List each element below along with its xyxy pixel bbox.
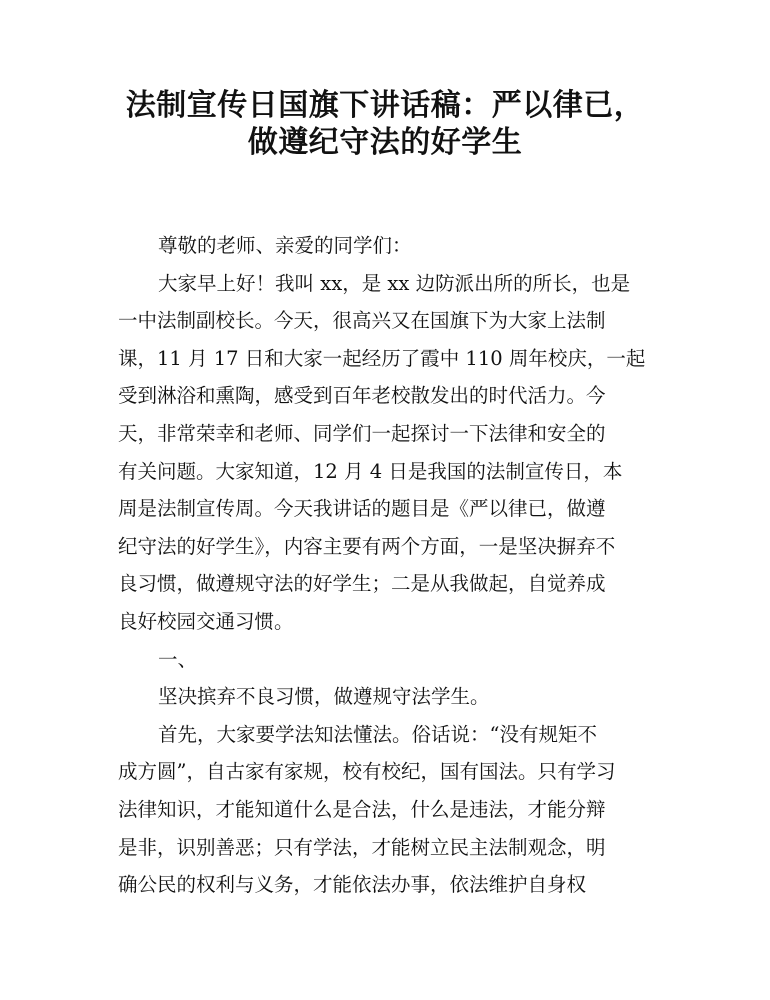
document-body [118,227,658,904]
body-line: 成方圆”，自古家有家规，校有校纪，国有国法。只有学习 [118,760,616,784]
body-line: 纪守法的好学生》，内容主要有两个方面，一是坚决摒弃不 [118,534,616,558]
body-line: 良习惯，做遵规守法的好学生；二是从我做起，自觉养成 [118,572,606,596]
body-line: 天，非常荣幸和老师、同学们一起探讨一下法律和安全的 [118,421,606,445]
body-line: 法律知识，才能知道什么是合法，什么是违法，才能分辩 [118,797,606,821]
body-line: 大家早上好！我叫 xx，是 xx 边防派出所的所长，也是 [158,271,631,295]
body-line: 首先，大家要学法知法懂法。俗话说：“没有规矩不 [158,722,597,746]
section-number: 一、 [158,647,198,671]
body-line: 一中法制副校长。今天，很高兴又在国旗下为大家上法制 [118,309,606,333]
body-line: 周是法制宣传周。今天我讲话的题目是《严以律已，做遵 [118,497,606,521]
body-line: 课，11 月 17 日和大家一起经历了霞中 110 周年校庆，一起 [118,346,646,370]
body-line: 受到淋浴和熏陶，感受到百年老校散发出的时代活力。今 [118,384,606,408]
document-title-line-1: 法制宣传日国旗下讲话稿：严以律已， [125,88,645,123]
body-line: 良好校园交通习惯。 [118,609,294,633]
document-title-line-2: 做遵纪守法的好学生 [247,125,523,160]
body-line: 是非，识别善恶；只有学法，才能树立民主法制观念，明 [118,835,606,859]
body-line: 确公民的权利与义务，才能依法办事，依法维护自身权 [118,873,587,897]
section-heading: 坚决摈弃不良习惯，做遵规守法学生。 [158,685,490,709]
salutation-line: 尊敬的老师、亲爱的同学们： [158,234,412,257]
body-line: 有关问题。大家知道，12 月 4 日是我国的法制宣传日，本 [118,459,623,483]
